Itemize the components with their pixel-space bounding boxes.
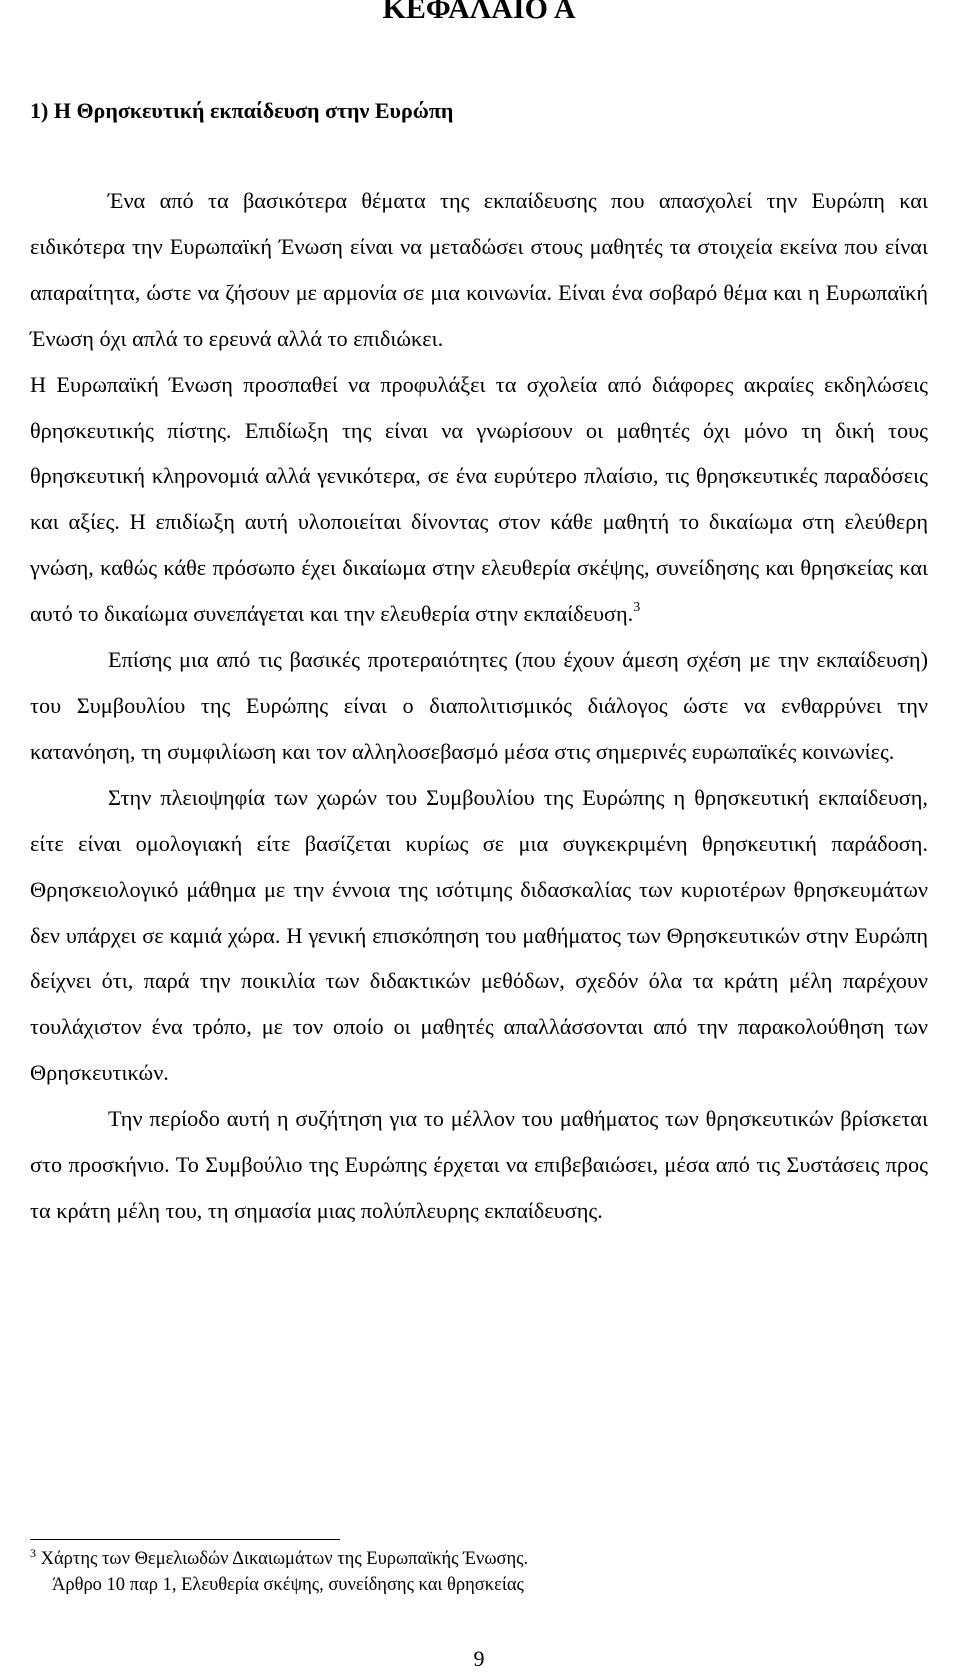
document-page xyxy=(30,0,928,1671)
chapter-title: ΚΕΦΑΛΑΙΟ Α xyxy=(382,0,576,22)
paragraph-3: Επίσης μια από τις βασικές προτεραιότητες (που έχουν άμεση σχέση με την εκπαίδευση) του Συμβουλίου της Ευρώπης είναι ο διαπολιτισμικός διάλογος ώστε να ενθαρρύνει την κατανόηση, τη συμφιλίωση και τον αλληλοσεβασμό μέσα στις σημερινές ευρωπαϊκές κοινωνίες. xyxy=(30,647,928,764)
footnote-text-2: Άρθρο 10 παρ 1, Ελευθερία σκέψης, συνείδησης και θρησκείας xyxy=(52,1575,524,1595)
page-number: 9 xyxy=(473,1646,485,1671)
footnote-number: 3 xyxy=(30,1546,36,1560)
footnote-reference: 3 xyxy=(633,600,641,616)
footnote-text-1: Χάρτης των Θεμελιωδών Δικαιωμάτων της Ευρωπαϊκής Ένωσης. xyxy=(40,1549,529,1569)
footnote-separator xyxy=(30,1539,340,1540)
footnote-line-2 xyxy=(30,1572,528,1598)
body-text xyxy=(30,178,928,1234)
paragraph-4: Στην πλειοψηφία των χωρών του Συμβουλίου της Ευρώπης η θρησκευτική εκπαίδευση, είτε είναι ομολογιακή είτε βασίζεται κυρίως σε μια συγκεκριμένη θρησκευτική παράδοση. Θρησκειολογικό μάθημα με την έννοια της ισότιμης διδασκαλίας των κυριοτέρων θρησκευμάτων δεν υπάρχει σε καμιά χώρα. Η γενική επισκόπηση του μαθήματος των Θρησκευτικών στην Ευρώπη δείχνει ότι, παρά την ποικιλία των διδακτικών μεθόδων, σχεδόν όλα τα κράτη μέλη παρέχουν τουλάχιστον ένα τρόπο, με τον οποίο οι μαθητές απαλλάσσονται από την παρακολούθηση των Θρησκευτικών. xyxy=(30,784,928,1086)
section-title: 1) Η Θρησκευτική εκπαίδευση στην Ευρώπη xyxy=(30,98,454,123)
footnote-line-1 xyxy=(30,1546,528,1572)
paragraph-2-text: Η Ευρωπαϊκή Ένωση προσπαθεί να προφυλάξει τα σχολεία από διάφορες ακραίες εκδηλώσεις θρησκευτικής πίστης. Επιδίωξη της είναι να γνωρίσουν οι μαθητές όχι μόνο τη δική τους θρησκευτική κληρονομιά αλλά γενικότερα, σε ένα ευρύτερο πλαίσιο, τις θρησκευτικές παραδόσεις και αξίες. Η επιδίωξη αυτή υλοποιείται δίνοντας στον κάθε μαθητή το δικαίωμα στη ελεύθερη γνώση, καθώς κάθε πρόσωπο έχει δικαίωμα στην ελευθερία σκέψης, συνείδησης και θρησκείας και αυτό το δικαίωμα συνεπάγεται και την ελευθερία στην εκπαίδευση. xyxy=(30,371,928,627)
footnotes xyxy=(30,1546,528,1598)
paragraph-1: Ένα από τα βασικότερα θέματα της εκπαίδευσης που απασχολεί την Ευρώπη και ειδικότερα την Ευρωπαϊκή Ένωση είναι να μεταδώσει στους μαθητές τα στοιχεία εκείνα που είναι απαραίτητα, ώστε να ζήσουν με αρμονία σε μια κοινωνία. Είναι ένα σοβαρό θέμα και η Ευρωπαϊκή Ένωση όχι απλά το ερευνά αλλά το επιδιώκει. xyxy=(30,188,928,351)
paragraph-5: Την περίοδο αυτή η συζήτηση για το μέλλον του μαθήματος των θρησκευτικών βρίσκεται στο προσκήνιο. Το Συμβούλιο της Ευρώπης έρχεται να επιβεβαιώσει, μέσα από τις Συστάσεις προς τα κράτη μέλη του, τη σημασία μιας πολύπλευρης εκπαίδευσης. xyxy=(30,1106,928,1223)
paragraph-2 xyxy=(30,362,928,637)
